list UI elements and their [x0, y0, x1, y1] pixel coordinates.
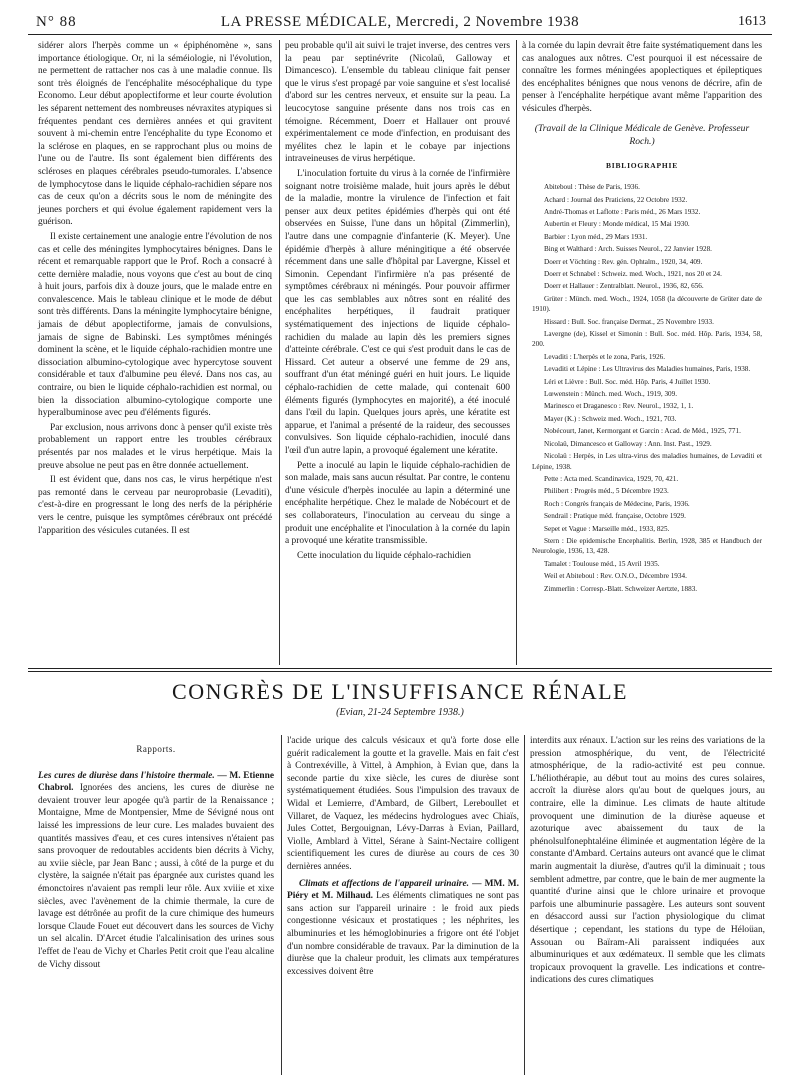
congress-column-3: [530, 735, 765, 989]
bibliography-entry: Sendrail : Pratique méd. française, Octobre 1929.: [544, 512, 686, 521]
article-column-3: [522, 40, 762, 596]
bibliography-entry: Pette : Acta med. Scandinavica, 1929, 70, 421.: [544, 474, 679, 483]
bibliography-entry: Philibert : Progrès méd., 5 Décembre 1923.: [544, 487, 669, 496]
bibliography-entry: Tamalet : Toulouse méd., 15 Avril 1935.: [544, 559, 660, 568]
paragraph: Pette a inoculé au lapin le liquide céphalo-rachidien de son malade, mais sans aucun résultat. Par contre, le contenu d'une vésicule d'herpès inoculée au lapin a déterminé une encéphalite herpétique. Chez le malade de Nobécourt et de ses collaborateurs, l'inoculation au cerveau du singe a produit une encéphalite et l'inoculation à la cornée du lapin a provoqué une kératite transmissible.: [285, 460, 510, 547]
bibliography-entry: Zimmerlin : Corresp.-Blatt. Schweizer Aertzte, 1883.: [544, 584, 698, 593]
article-column-1: [38, 40, 272, 539]
bibliography-entry: Stern : Die epidemische Encephalitis. Berlin, 1928, 385 et Handbuch der Neurologie, 1936, 13, 428.: [532, 536, 762, 556]
bibliography-entry: Nobécourt, Janet, Kermorgant et Garcin : Acad. de Méd., 1925, 771.: [544, 427, 741, 436]
bibliography-entry: Hissard : Bull. Soc. française Dermat., 25 Novembre 1933.: [544, 317, 714, 326]
paragraph: Il est évident que, dans nos cas, le virus herpétique n'est pas remonté dans le cerveau par neuroprobasie (Levaditi), c'est-à-dire en progressant le long des nerfs de la périphérie vers le centre, puisque les symptômes cérébraux ont précédé l'apparition des vésicules cutanées. Il est: [38, 475, 272, 536]
credit-line: (Travail de la Clinique Médicale de Genève. Professeur Roch.): [534, 122, 750, 147]
bibliography-entry: Nicolaü : Herpès, in Les ultra-virus des maladies humaines, de Levaditi et Lépine, 1938.: [532, 452, 762, 471]
bibliography-entry: Lœwenstein : Münch. med. Woch., 1919, 309.: [544, 390, 678, 399]
journal-title: LA PRESSE MÉDICALE, Mercredi, 2 Novembre 1938: [220, 14, 580, 30]
congress-column-1: [38, 735, 274, 973]
article-column-2: [285, 40, 510, 564]
congress-column-2: [287, 735, 519, 980]
paragraph: Par exclusion, nous arrivons donc à penser qu'il existe très probablement un rapport entre les troubles cérébraux présentés par nos malades et le virus herpétique. Mais la preuve absolue ne peut pas en être donnée actuellement.: [38, 422, 272, 471]
bibliography-entry: Weil et Abiteboul : Rev. O.N.O., Décembre 1934.: [544, 572, 687, 581]
bibliography-entry: Léri et Lièvre : Bull. Soc. méd. Hôp. Paris, 4 Juillet 1930.: [544, 377, 711, 386]
paragraph: à la cornée du lapin devrait être faite systématiquement dans les cas analogues aux nôtres. C'est pourquoi il est nécessaire de connaître les formes méningées apoplectiques et épileptiques des encéphalites bénignes que nous venons de décrire, afin de penser à l'encéphalite herpétique avant même l'apparition des vésicules d'herpès.: [522, 41, 762, 114]
section-divider-rule: [28, 668, 772, 669]
section-title: CONGRÈS DE L'INSUFFISANCE RÉNALE: [172, 679, 628, 704]
bibliography-entry: Doerr et Schnabel : Schweiz. med. Woch., 1921, nos 20 et 24.: [544, 270, 722, 278]
report-heading: Les cures de diurèse dans l'histoire thermale.: [38, 770, 215, 781]
bibliography-entry: Sepet et Vague : Marseille méd., 1933, 825.: [544, 524, 670, 533]
bibliography-list: [522, 182, 762, 594]
column-divider: [524, 735, 525, 1075]
bibliography-entry: Doerr et Vöchting : Rev. gén. Ophtalm., 1920, 34, 409.: [544, 257, 703, 266]
paragraph: peu probable qu'il ait suivi le trajet inverse, des centres vers la peau par septinévrite (Nicolaü, Galloway et Dimancesco). L'ensemble du tableau clinique fait penser que le virus s'est propagé par voie sanguine et s'est localisé d'abord sur les centres nerveux, et ensuite sur la peau. La leucocytose sanguine présente dans nos trois cas en témoigne. Récemment, Doerr et Hallauer ont prouvé expérimentalement ce mode d'infection, en produisant des myélites chez le lapin et le cobaye par injections intraveineuses de virus herpétique.: [285, 41, 510, 165]
page-header: [28, 8, 772, 35]
report-author: — MM. M. Piéry et M. Milhaud.: [287, 878, 519, 902]
bibliography-entry: Lavergne (de), Kissel et Simonin : Bull. Soc. méd. Hôp. Paris, 1934, 58, 200.: [532, 330, 762, 349]
section-divider-rule: [28, 671, 772, 672]
bibliography-entry: Grüter : Münch. med. Woch., 1924, 1058 (la découverte de Grüter date de 1910).: [532, 294, 762, 314]
rapports-heading: Rapports.: [136, 744, 176, 754]
paragraph: l'acide urique des calculs vésicaux et qu'à forte dose elle guérit radicalement la goutte et la gravelle. Mais en fait c'est à Contrexéville, à Vittel, à Amphion, à Evian que, dans la seconde partie du xixe siècle, les cures de diurèse sont systématiquement étudiées. Sous l'impulsion des travaux de Widal et Lemierre, d'Ambard, de Gilbert, Lereboullet et Villaret, de Vaquez, les médecins hydrologues avec Chiaïs, Jules Cottet, Bergouignan, Lévy-Darras à Evian, Paillard, Violle, Amblard à Vittel, Sérane à Saint-Nectaire colligent scientifiquement les cures de diurèse au cours de ces 30 dernières années.: [287, 736, 519, 872]
paragraph: sidérer alors l'herpès comme un « épiphénomène », sans importance étiologique. Or, ni la séméiologie, ni l'évolution, ne permettent de rattacher nos cas à une maladie connue. Ils sont très éloignés de l'encéphalite mésocéphalique du type Economo. Leur début apoplectiforme et leur courte évolution les séparent nettement des nombreuses névraxites atypiques si fréquentes pendant ces dernières années et qui gravitent souvent à mi-chemin entre l'encéphalite du type Economo et la sclérose en plaques, en se rapprochant plus ou moins de l'une ou de l'autre. Ils sont également bien différents des scléroses en plaques cérébrales pseudo-tumorales. L'absence de lymphocytose dans le liquide céphalo-rachidien sépare nos cas de ceux qu'on a décrits sous le nom de méningite des jeunes porchers et qui évolue également rapidement vers la guérison.: [38, 41, 272, 228]
report-text: Ignorées des anciens, les cures de diurèse ne devaient trouver leur apogée qu'à partir de la Renaissance ; Montaigne, Mme de Montpensier, Mme de Sévigné nous ont laissé les impressions de leur cure. Les malades buvaient des quantités massives d'eau, et ces cures intensives n'étaient pas sans provoquer de redoutables accidents bien décrits à Vichy, au xviie siècle, par Jean Banc ; aussi, à côté de la purge et du clystère, la saignée n'était pas épargnée aux curistes quand les émonctoires n'avaient pas rempli leur rôle. Aux xviiie et xixe siècles, avec l'avènement de la chimie thermale, la cure de lavage est détrônée au profit de la cure chimique des humeurs lorsque Claude Fouet eut découvert dans les sources de Vichy un sel alcalin. D'Arcet étudie l'alcalinisation des urines sous l'effet de l'eau de Vichy et Charles Petit croit que l'eau alcaline de Vichy dissout: [38, 783, 275, 970]
bibliography-entry: Nicolaü, Dimancesco et Galloway : Ann. Inst. Past., 1929.: [544, 439, 712, 448]
paragraph: [287, 878, 519, 979]
bibliography-entry: Marinesco et Draganesco : Rev. Neurol., 1932, 1, 1.: [544, 402, 694, 411]
bibliography-entry: Bing et Walthard : Arch. Suisses Neurol., 22 Janvier 1928.: [544, 245, 712, 254]
bibliography-entry: Levaditi : L'herpès et le zona, Paris, 1926.: [544, 352, 666, 361]
bibliography-entry: Achard : Journal des Praticiens, 22 Octobre 1932.: [544, 195, 688, 204]
issue-number: N° 88: [36, 14, 77, 30]
bibliography-title: BIBLIOGRAPHIE: [605, 160, 679, 170]
bibliography-entry: Abiteboul : Thèse de Paris, 1936.: [544, 183, 640, 192]
paragraph: L'inoculation fortuite du virus à la cornée de l'infirmière soignant notre troisième malade, huit jours après le début de la maladie, montre la virulence de l'infection et fait penser aux deux petites épidémies d'herpès qui ont été observées en Suisse, l'une dans un hôpital (Zimmerlin), l'autre dans une compagnie d'infanterie (K. Meyer). Une épidémie d'herpès à allure méningitique a été observée récemment dans une salle d'hôpital par Lavergne, Kissel et Simonin. Cependant l'infirmière n'a pas présenté de symptômes cérébraux ni méningés. Pour pouvoir affirmer que les cas semblables aux nôtres sont en réalité des encéphalites herpétiques, il faudrait pratiquer systématiquement des injections de liquide céphalo-rachidien du malade au lapin dès les premiers signes d'atteinte cérébrale. C'est ce qui s'est produit dans le cas de Hissard. Cet auteur a observé une femme de 29 ans, souffrant d'un état méningé guéri en huit jours. Le liquide céphalo-rachidien de cette malade, qui contenait 600 éléments figurés (lymphocytes en majorité), a été inoculé dans l'œil du lapin. Quelques jours après, une kératite est apparue, et l'animal a présenté de la raideur, des secousses convulsives. Son liquide céphalo-rachidien, inoculé dans l'œil d'un autre lapin, a provoqué également une kératite.: [285, 168, 510, 456]
column-divider: [281, 735, 282, 1075]
column-divider: [516, 40, 517, 665]
bibliography-entry: Mayer (K.) : Schweiz med. Woch., 1921, 703.: [544, 414, 677, 423]
section-subtitle: (Evian, 21-24 Septembre 1938.): [336, 707, 464, 718]
bibliography-entry: Levaditi et Lépine : Les Ultravirus des Maladies humaines, Paris, 1938.: [544, 365, 751, 374]
paragraph: Cette inoculation du liquide céphalo-rachidien: [297, 550, 471, 561]
paragraph: interdits aux rénaux. L'action sur les reins des variations de la pression atmosphérique, du vent, de l'électricité atmosphérique, de la radio-activité est peu connue. L'héliothérapie, au début tout au moins des cures solaires, accroît la diurèse alors qu'au bout de quelques jours, au contraire, elle la diminue. Les climats de haute altitude provoquent une diminution de la diurèse aqueuse et azoturique avec abaissement du taux de la phénolsulfonephtaléine éliminée et augmentation légère de la constante d'Ambard. Certains auteurs ont avancé que le climat marin augmentait la diurèse, d'autres qu'il la diminuait ; tous semblent admettre, par contre, que le bain de mer augmente la quantité d'urine ainsi que le chlore urinaire et provoque parfois une albuminurie passagère. Les auteurs sont souvent en désaccord aussi sur l'action physiologique du climat désertique ; cependant, les stations du type de Héloüan, Assouan ou Baïram-Ali paraissent indiquées aux albuminuriques et aux œdémateux. Il semble que les climats tropicaux provoquent la gravelle. Les indications et contre-indications des cures climatiques: [530, 736, 765, 986]
bibliography-entry: Roch : Congrès français de Médecine, Paris, 1936.: [544, 499, 690, 508]
report-text: Les éléments climatiques ne sont pas sans action sur l'appareil urinaire : le froid aux pieds congestionne vésicaux et prostatiques ; les néphrites, les albuminuries et les hémoglobinuries a frigore ont été l'objet d'un nombre considérable de travaux. Par la diminution de la diurèse que la chaleur produit, les climats aux températures excessives doivent être: [287, 891, 519, 977]
bibliography-entry: André-Thomas et Laflotte : Paris méd., 26 Mars 1932.: [544, 207, 701, 216]
paragraph: Il existe certainement une analogie entre l'évolution de nos cas et celle des méningites lymphocytaires bénignes. Dans le récent et remarquable rapport que le Prof. Roch a consacré à cette dernière maladie, nous voyons que c'est au bout de cinq à huit jours, parfois dix à douze jours, que le malade entre en convalescence. Mais le tableau clinique et le mode de début sont très différents. Dans la méningite lymphocytaire bénigne, jamais de début apoplectiforme, jamais de convulsions, jamais de signe de Babinski. Les symptômes méningés dominent la scène, et le liquide céphalo-rachidien montre une dissociation albumino-cytologique avec hypercytose souvent considérable et taux d'albumine peu élevé. Dans nos cas, au contraire, ou bien le liquide céphalo-rachidien est normal, ou bien la dissociation albumino-cytologique comporte une hyperalbuminose avec peu d'éléments figurés.: [38, 231, 272, 419]
bibliography-entry: Barbier : Lyon méd., 29 Mars 1931.: [544, 232, 648, 241]
bibliography-entry: Doerr et Hallauer : Zentralblatt. Neurol., 1936, 82, 656.: [544, 282, 704, 291]
column-divider: [279, 40, 280, 665]
page-number: 1613: [738, 14, 766, 29]
report-heading: Climats et affections de l'appareil urinaire.: [299, 878, 469, 889]
paragraph: [38, 770, 274, 972]
bibliography-entry: Aubertin et Fleury : Monde médical, 15 Mai 1930.: [544, 220, 690, 229]
report-author: — M. Etienne Chabrol.: [38, 770, 274, 794]
